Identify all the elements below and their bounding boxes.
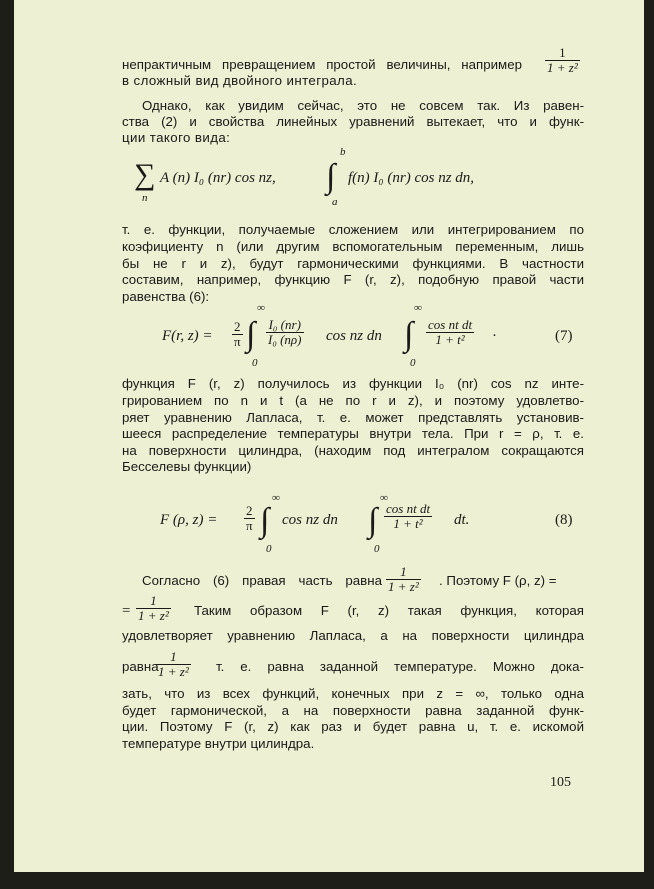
lower-limit: 0 (252, 357, 258, 369)
fraction: $\frac{\text{cos nt dt}}{\text{1 + t²}}$ (386, 501, 431, 531)
text-line: бы не r и z), будут гармоническими функциями. В частности (122, 256, 584, 271)
lower-limit: a (332, 196, 338, 208)
text-line: Таким образом F (r, z) такая функция, которая (194, 603, 584, 618)
text-line: ряет уравнению Лапласа, т. е. может представлять установив- (122, 410, 584, 425)
text-line: Согласно (6) правая часть равна (142, 573, 382, 588)
text-line: т. е. равна заданной температуре. Можно дока- (216, 659, 584, 674)
sum-term: A (n) I₀ (nr) cos nz, (160, 170, 276, 186)
fraction: $\frac{\text{cos nt dt}}{\text{1 + t²}}$ (428, 317, 473, 347)
text-line: грированием по n и t (а не по r и z), и поэтому удовлетво- (122, 393, 584, 408)
lower-limit: 0 (374, 543, 380, 555)
text-line: шееся распределение температуры внутри тела. При r = ρ, т. е. (122, 426, 584, 441)
fraction: $\frac{\text{I₀ (nr)}}{\text{I₀ (nρ)}}$ (268, 317, 302, 347)
eq7-dot: · (492, 328, 497, 344)
sum-index: n (142, 192, 148, 204)
eq8-tail: dt. (454, 512, 470, 528)
text-line: составим, например, функцию F (r, z), подобную правой части (122, 272, 584, 287)
integrand: f(n) I₀ (nr) cos nz dn, (348, 170, 475, 186)
text-line: функция F (r, z) получилось из функции I₀ (nr) cos nz инте- (122, 376, 584, 391)
page-number: 105 (550, 775, 571, 790)
sum-sign: ∑ (134, 158, 156, 191)
text-line: Однако, как увидим сейчас, это не совсем так. Из равен- (142, 98, 584, 113)
integral-sign: ∫ (246, 316, 256, 353)
eq8-lhs: F (ρ, z) = (160, 512, 218, 528)
fraction: $\frac{1}{\text{1 + z²}}$ (388, 564, 419, 594)
integral-sign: ∫ (260, 502, 270, 539)
fraction: $\frac{1}{\text{1 + z²}}$ (158, 649, 189, 679)
text-line: на поверхности цилиндра, (находим под интегралом сокращаются (122, 443, 584, 458)
text-line: будет гармонической, а на поверхности равна заданной функ- (122, 703, 584, 718)
eq7-lhs: F(r, z) = (162, 328, 213, 344)
integral-sign: ∫ (368, 502, 378, 539)
text-line: ции такого вида: (122, 130, 231, 145)
upper-limit: ∞ (257, 302, 265, 314)
eq8-middle: cos nz dn (282, 512, 338, 528)
upper-limit: ∞ (272, 492, 280, 504)
integral-sign: ∫ (404, 316, 414, 353)
book-page (14, 0, 644, 872)
upper-limit: ∞ (380, 492, 388, 504)
lower-limit: 0 (266, 543, 272, 555)
text-line: непрактичным превращением простой величины, например (122, 57, 522, 72)
lower-limit: 0 (410, 357, 416, 369)
text-line: зать, что из всех функций, конечных при z = ∞, только одна (122, 686, 584, 701)
text-line: . Поэтому F (ρ, z) = (439, 573, 557, 588)
text-line: в сложный вид двойного интеграла. (122, 73, 358, 88)
equals-sign: = (122, 603, 131, 619)
text-line: удовлетворяет уравнению Лапласа, а на поверхности цилиндра (122, 628, 584, 643)
eq7-middle: cos nz dn (326, 328, 382, 344)
text-line: коэфициенту n (или другим вспомогательным переменным, лишь (122, 239, 584, 254)
upper-limit: b (340, 146, 346, 158)
fraction: $\frac{2}{\pi}$ (246, 503, 253, 533)
text-line: температуре внутри цилиндра. (122, 736, 315, 751)
text-line: ции. Поэтому F (r, z) как раз и будет равна u, т. е. искомой (122, 719, 584, 734)
text-line: равенства (6): (122, 289, 210, 304)
fraction: $\frac{1}{\text{1 + z²}}$ (547, 45, 578, 75)
text-line: Бесселевы функции) (122, 459, 252, 474)
text-line: ства (2) и свойства линейных уравнений вытекает, что и функ- (122, 114, 584, 129)
text-line: равна (122, 659, 159, 674)
fraction: $\frac{2}{\pi}$ (234, 319, 241, 349)
upper-limit: ∞ (414, 302, 422, 314)
text-line: т. е. функции, получаемые сложением или интегрированием по (122, 222, 584, 237)
integral-sign: ∫ (326, 158, 336, 195)
equation-number: (7) (555, 328, 573, 344)
equation-number: (8) (555, 512, 573, 528)
fraction: $\frac{1}{\text{1 + z²}}$ (138, 593, 169, 623)
